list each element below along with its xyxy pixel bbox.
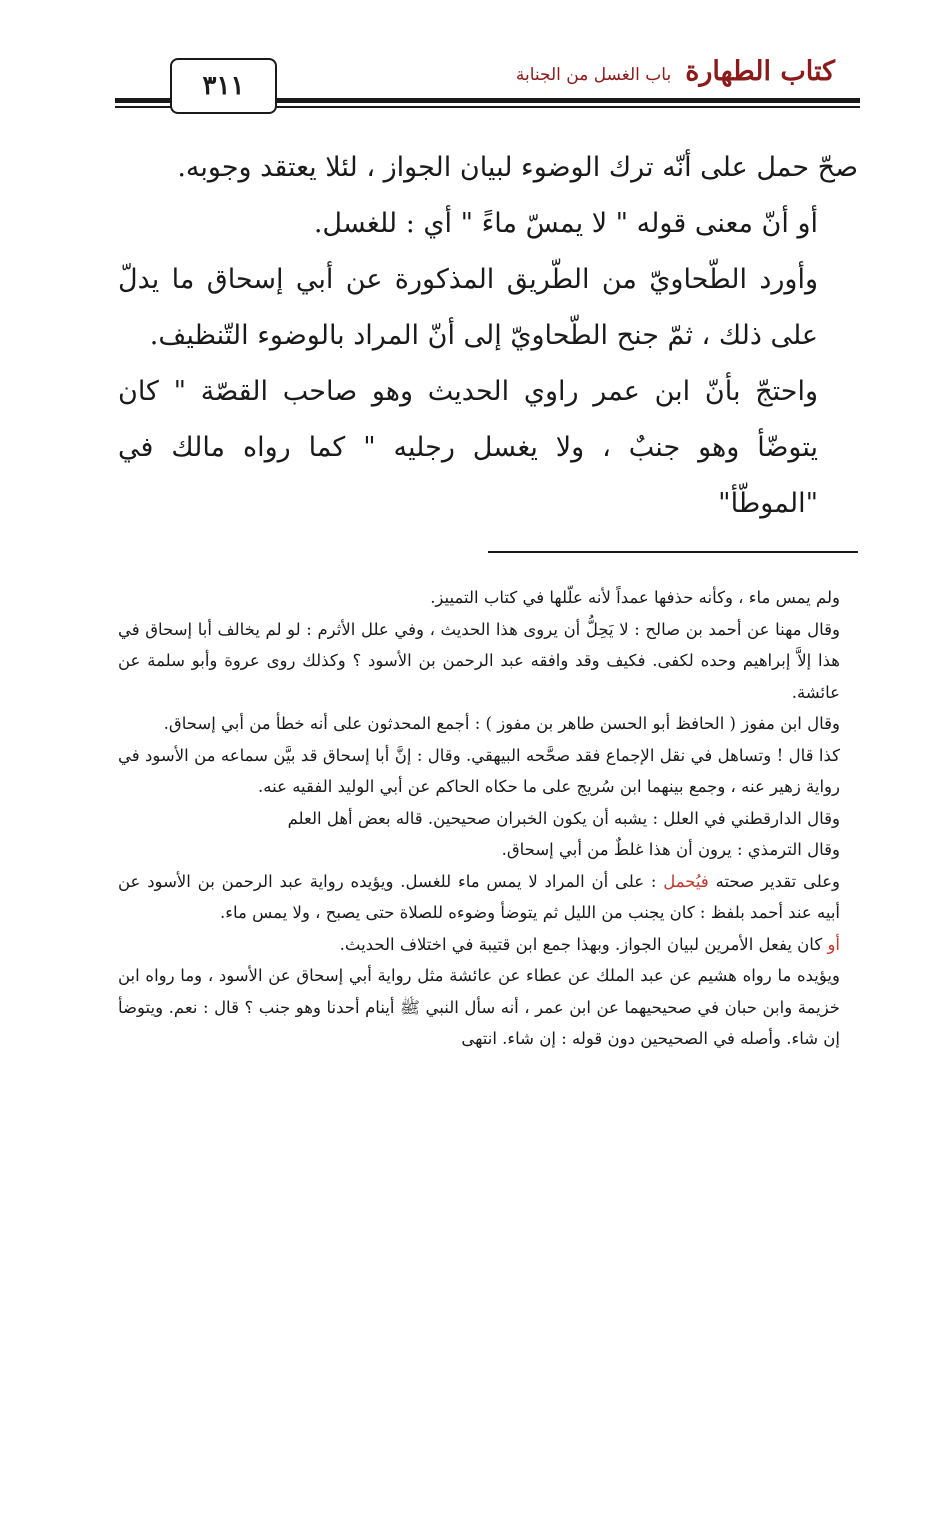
footnote-paragraph: ويؤيده ما رواه هشيم عن عبد الملك عن عطاء عن عائشة مثل رواية أبي إسحاق عن الأسود ، وما رواه ابن خزيمة وابن حبان في صحيحيهما عن ابن عمر ، أنه سأل النبي ﷺ أينام أحدنا وهو جنب ؟ قال : نعم. ويتوضأ إن شاء. وأصله في الصحيحين دون قوله : إن شاء. انتهى [118,966,840,1048]
footnote-text: : على أن المراد لا يمس ماء للغسل. ويؤيده رواية عبد الرحمن بن الأسود عن أبيه عند أحمد بلفظ : كان يجنب من الليل ثم يتوضأ وضوءه للصلاة حتى يصبح ، ولا يمس ماء. [118,871,840,922]
footnote-paragraph [118,866,840,929]
main-paragraph: صحّ حمل على أنّه ترك الوضوء لبيان الجواز ، لئلا يعتقد وجوبه. [177,152,858,183]
running-title [516,56,835,87]
footnote-paragraph: وقال الدارقطني في العلل : يشبه أن يكون الخبران صحيحين. قاله بعض أهل العلم [287,808,840,828]
main-text [118,140,858,532]
page-header [0,0,945,120]
footnote-paragraph: كذا قال ! وتساهل في نقل الإجماع فقد صحَّحه البيهقي. وقال : إنَّ أبا إسحاق قد بيَّن سماعه من الأسود في رواية زهير عنه ، وجمع بينهما ابن سُريج على ما حكاه الحاكم عن أبي الوليد الفقيه عنه. [118,745,840,796]
footnote-separator [488,551,858,553]
footnote-text: وعلى تقدير صحته [708,871,841,891]
page-number: ٣١١ [170,58,277,114]
footnote-paragraph: وقال ابن مفوز ( الحافظ أبو الحسن طاهر بن مفوز ) : أجمع المحدثون على أنه خطأ من أبي إسحاق. [163,714,840,733]
footnote-text: كان يفعل الأمرين لبيان الجواز. وبهذا جمع ابن قتيبة في اختلاف الحديث. [339,934,828,954]
book-title: كتاب الطهارة [685,56,835,87]
main-paragraph: وأورد الطّحاويّ من الطّريق المذكورة عن أبي إسحاق ما يدلّ على ذلك ، ثمّ جنح الطّحاويّ إلى أنّ المراد بالوضوء التّنظيف. [118,264,818,351]
highlighted-word: فيُحمل [663,871,709,891]
highlighted-word: أو [827,934,840,954]
footnote-paragraph: ولم يمس ماء ، وكأنه حذفها عمداً لأنه علّلها في كتاب التمييز. [430,588,840,607]
footnote-paragraph: وقال مهنا عن أحمد بن صالح : لا يَحِلُّ أن يروى هذا الحديث ، وفي علل الأثرم : لو لم يخالف أبا إسحاق في هذا إلاَّ إبراهيم وحده لكفى. فكيف وقد وافقه عبد الرحمن بن الأسود ؟ وكذلك روى عروة وأبو سلمة عن عائشة. [118,619,840,702]
footnotes [118,582,840,1055]
footnote-paragraph [118,929,840,961]
chapter-title: باب الغسل من الجنابة [515,65,672,85]
main-paragraph: أو أنّ معنى قوله " لا يمسّ ماءً " أي : للغسل. [313,208,818,239]
main-paragraph: واحتجّ بأنّ ابن عمر راوي الحديث وهو صاحب القصّة " كان يتوضّأ وهو جنبٌ ، ولا يغسل رجليه " كما رواه مالك في "الموطّأ" [118,376,818,519]
footnote-paragraph: وقال الترمذي : يرون أن هذا غلطٌ من أبي إسحاق. [501,840,840,859]
